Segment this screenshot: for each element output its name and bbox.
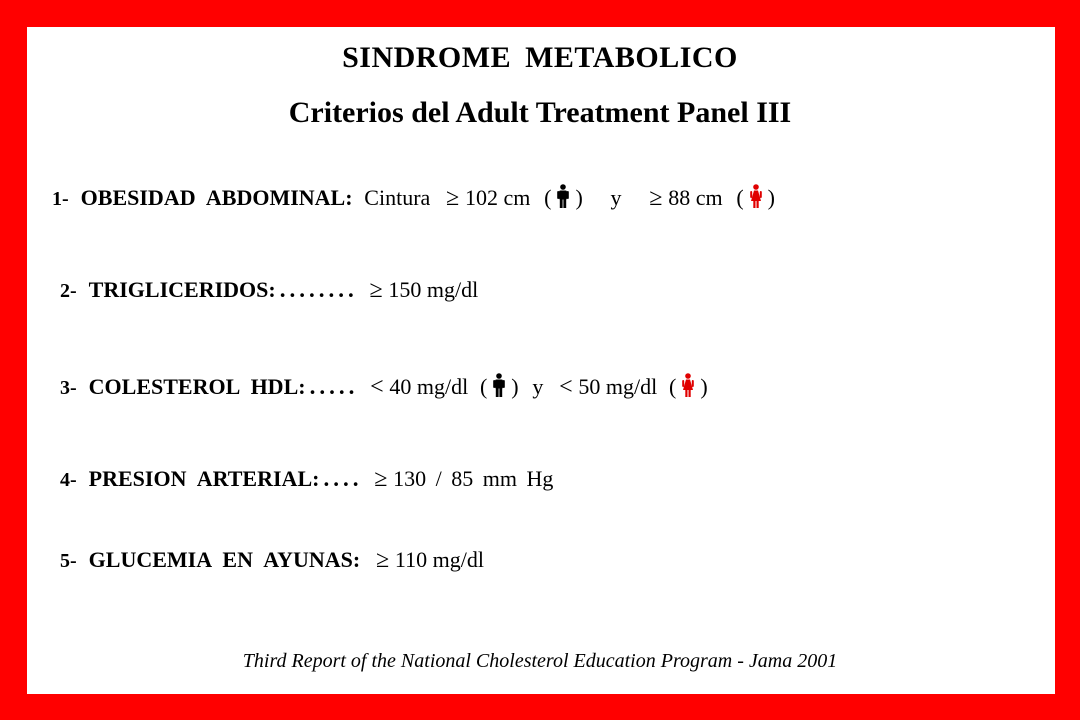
female-threshold-value: 88 cm	[668, 185, 723, 210]
leader-dots: ........	[279, 277, 358, 302]
female-person-icon	[682, 373, 694, 405]
comparator-symbol: ≥	[369, 277, 383, 303]
criterion-prefix: Cintura	[364, 185, 431, 210]
comparator-symbol: ≥	[649, 185, 663, 211]
criterion-glucemia	[60, 545, 484, 576]
comparator-symbol: ≥	[374, 466, 388, 492]
female-person-icon	[750, 184, 762, 216]
criterion-name: OBESIDAD ABDOMINAL:	[80, 185, 353, 210]
criterion-number: 2-	[60, 280, 77, 302]
criterion-name: GLUCEMIA EN AYUNAS:	[88, 547, 361, 572]
connector-text: y	[532, 374, 544, 399]
criterion-obesidad: 1- OBESIDAD ABDOMINAL: Cintura ≥ 102 cm ( ) y ≥ 88 cm ( )	[52, 183, 775, 216]
criterion-number: 3-	[60, 377, 77, 399]
criterion-name: COLESTEROL HDL:	[88, 374, 306, 399]
criterion-name: PRESION ARTERIAL:	[88, 466, 320, 491]
comparator-symbol: ≥	[376, 547, 390, 573]
connector-text: y	[610, 185, 622, 210]
male-person-icon	[493, 373, 505, 405]
male-threshold-value: 102 cm	[464, 185, 531, 210]
female-threshold-value: 50 mg/dl	[578, 374, 658, 399]
criterion-name: TRIGLICERIDOS:	[88, 277, 276, 302]
criterion-number: 5-	[60, 550, 77, 572]
criterion-presion-arterial	[60, 464, 553, 495]
criterion-colesterol-hdl: 3- COLESTEROL HDL: ..... < 40 mg/dl ( ) y < 50 mg/dl ( )	[60, 372, 708, 405]
citation-footer: Third Report of the National Cholesterol Education Program - Jama 2001	[242, 650, 838, 672]
male-person-icon	[557, 184, 569, 216]
threshold-value: 110 mg/dl	[394, 547, 484, 572]
criterion-number: 1-	[52, 188, 69, 210]
leader-dots: ....	[323, 466, 363, 491]
slide-subtitle: Criterios del Adult Treatment Panel III	[288, 96, 792, 129]
slide-title: SINDROME METABOLICO	[342, 41, 738, 74]
threshold-value: 130 / 85 mm Hg	[393, 466, 554, 491]
comparator-symbol: <	[559, 374, 573, 400]
threshold-value: 150 mg/dl	[388, 277, 479, 302]
criterion-number: 4-	[60, 469, 77, 491]
criterion-trigliceridos	[60, 275, 478, 306]
comparator-symbol: ≥	[446, 185, 460, 211]
comparator-symbol: <	[370, 374, 384, 400]
male-threshold-value: 40 mg/dl	[389, 374, 469, 399]
leader-dots: .....	[309, 374, 359, 399]
